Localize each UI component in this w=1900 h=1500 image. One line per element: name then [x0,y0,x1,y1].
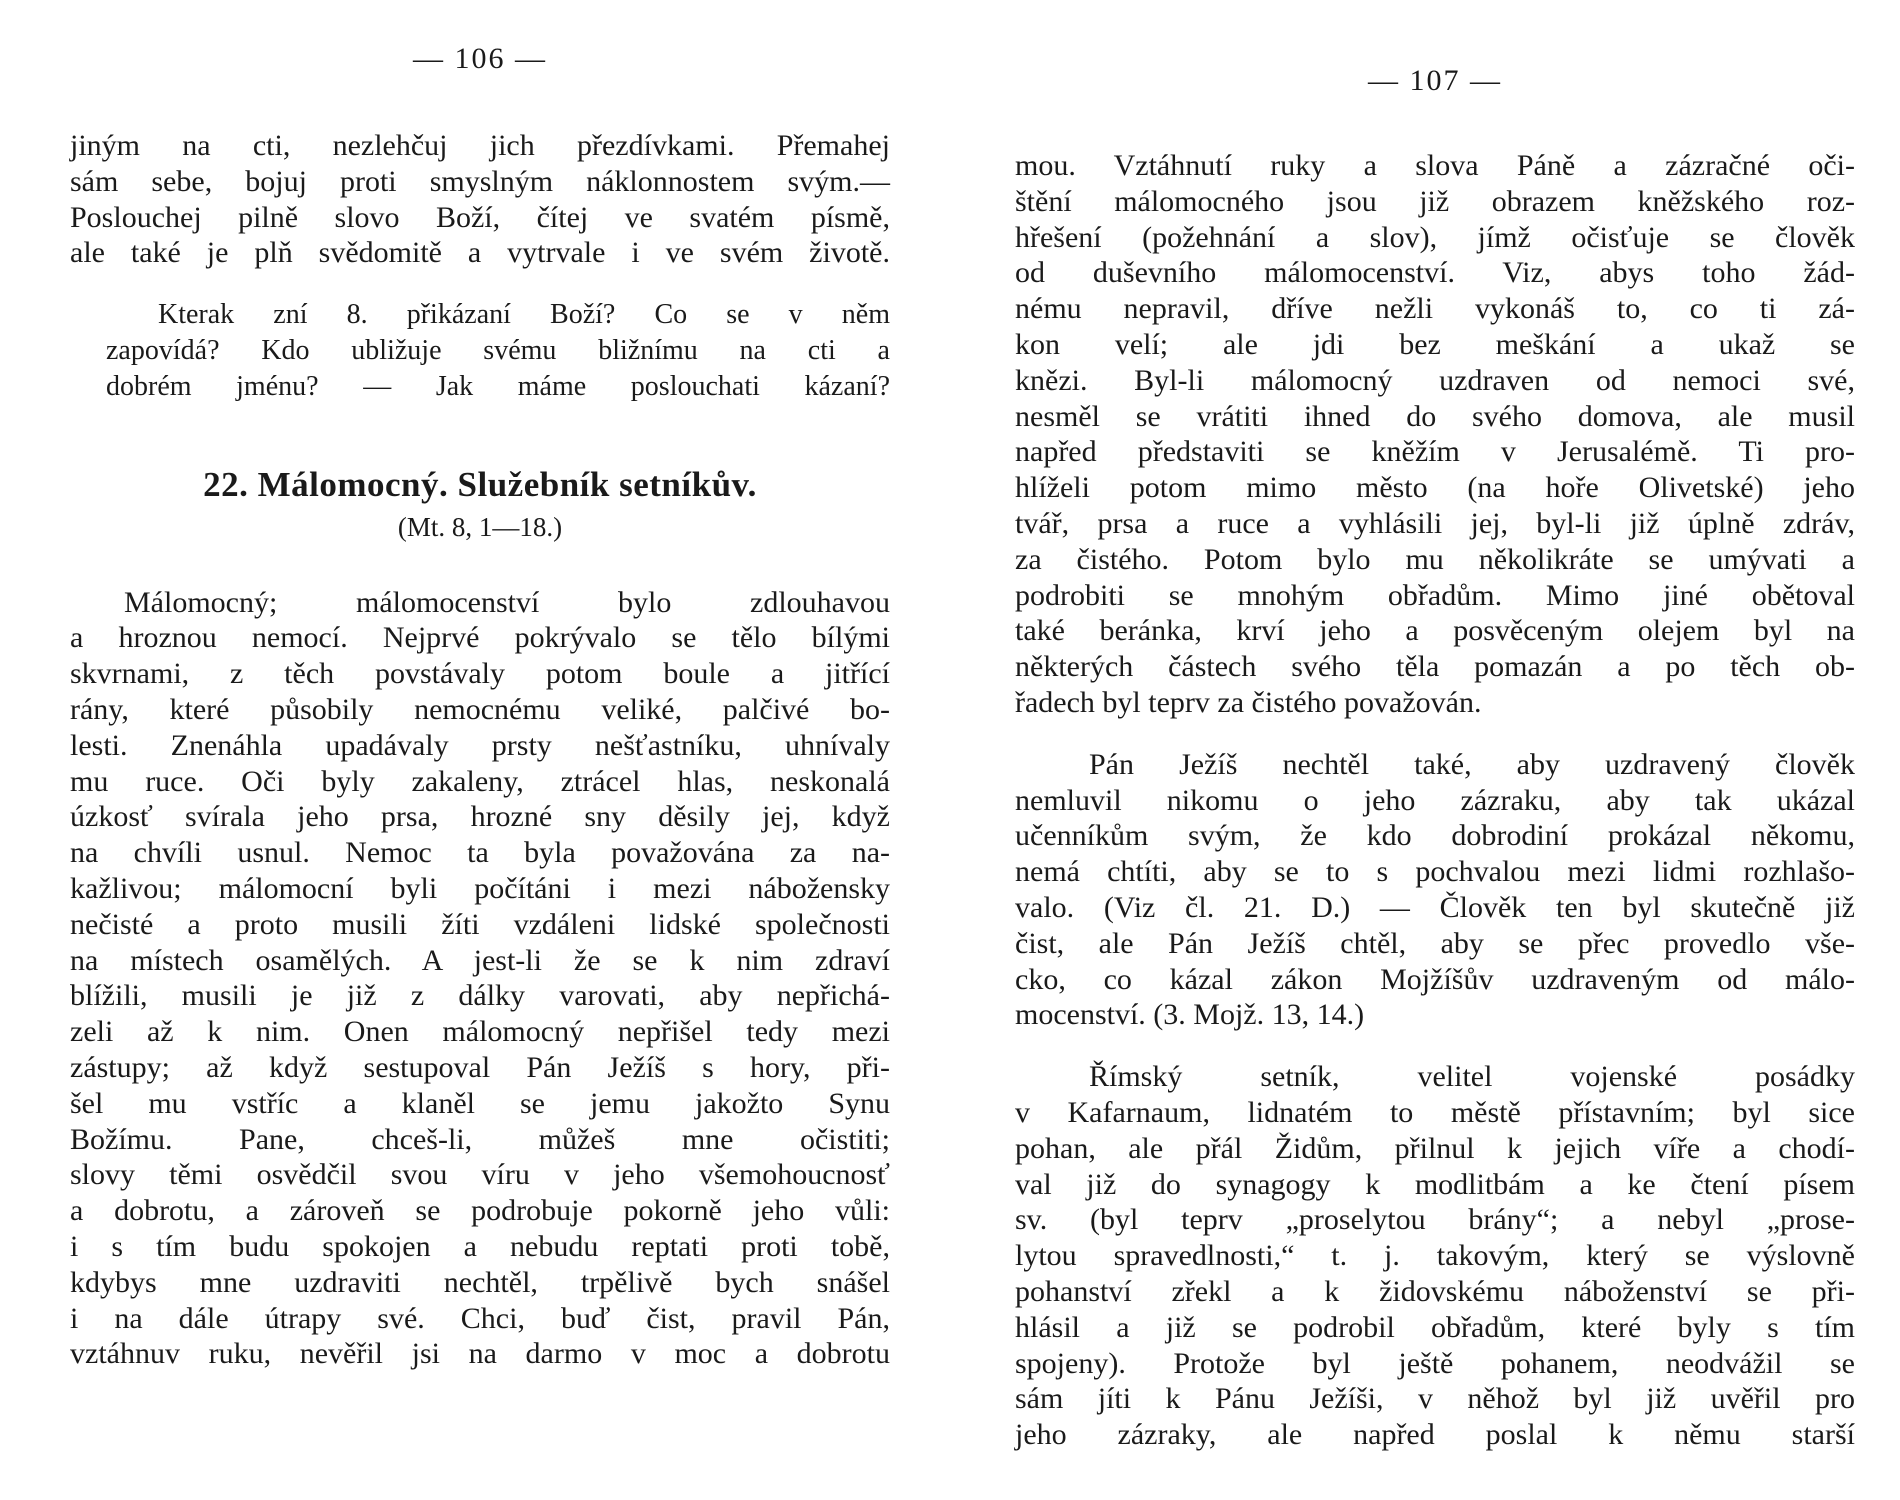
text-line: a dobrotu, a zároveň se podrobuje pokorně jeho vůli: [70,1194,890,1228]
text-line: ale také je plň svědomitě a vytrvale i ve svém životě. [70,236,890,270]
text-line: na chvíli usnul. Nemoc ta byla považována za na- [70,836,890,870]
text-line: zeli až k nim. Onen málomocný nepřišel tedy mezi [70,1015,890,1049]
text-line: cko, co kázal zákon Mojžíšův uzdraveným od málo- [1015,962,1855,996]
right-paragraph-3 [1015,1059,1855,1453]
text-line: val již do synagogy k modlitbám a ke čtení písem [1015,1167,1855,1201]
question-line: zapovídá? Kdo ubližuje svému bližnímu na cti a [106,334,890,366]
text-line: hlíželi potom mimo město (na hoře Olivetské) jeho [1015,471,1855,505]
text-line: štění málomocného jsou již obrazem kněžského roz- [1015,184,1855,218]
text-line: na místech osamělých. A jest-li že se k nim zdraví [70,943,890,977]
text-line: kon velí; ale jdi bez meškání a ukaž se [1015,327,1855,361]
right-page-body [1015,148,1855,1453]
text-line: hlásil a již se podrobil obřadům, které byly s tím [1015,1310,1855,1344]
text-line: blížili, musili je již z dálky varovati, aby nepřichá- [70,979,890,1013]
text-line: hřešení (požehnání a slov), jímž očisťuje se člověk [1015,220,1855,254]
text-line: od duševního málomocenství. Viz, abys toho žád- [1015,256,1855,290]
text-line: vztáhnuv ruku, nevěřil jsi na darmo v moc a dobrotu [70,1337,890,1371]
text-line: v Kafarnaum, lidnatém to městě přístavním; byl sice [1015,1095,1855,1129]
text-line: sám jíti k Pánu Ježíši, v něhož byl již uvěřil pro [1015,1382,1855,1416]
text-line: rány, které působily nemocnému veliké, palčivé bo- [70,692,890,726]
text-line: nečisté a proto musili žíti vzdáleni lidské společnosti [70,907,890,941]
text-line: učenníkům svým, že kdo dobrodiní prokázal někomu, [1015,819,1855,853]
text-line: mu ruce. Oči byly zakaleny, ztrácel hlas, neskonalá [70,764,890,798]
review-questions [70,297,890,404]
question-line: Kterak zní 8. přikázaní Boží? Co se v něm [158,299,890,331]
section-title: 22. Málomocný. Služebník setníkův. [203,464,757,504]
text-line: sám sebe, bojuj proti smyslným náklonnostem svým.— [70,164,890,198]
text-line: napřed představiti se kněžím v Jerusalémě. Ti pro- [1015,435,1855,469]
text-line: sv. (byl teprv „proselytou brány“; a nebyl „prose- [1015,1203,1855,1237]
text-line: nesměl se vrátiti ihned do svého domova, ale musil [1015,399,1855,433]
text-line: skvrnami, z těch povstávaly potom boule a jitřící [70,657,890,691]
text-line: nemá chtíti, aby se to s pochvalou mezi lidmi rozhlašo- [1015,855,1855,889]
question-line: dobrém jménu? — Jak máme poslouchati kázaní? [106,370,890,402]
text-line: Poslouchej pilně slovo Boží, čítej ve svatém písmě, [70,200,890,234]
text-line: slovy těmi osvědčil svou víru v jeho všemohoucnosť [70,1158,890,1192]
left-paragraph-1 [70,128,890,271]
text-line: mou. Vztáhnutí ruky a slova Páně a zázračné oči- [1015,149,1855,182]
text-line: i na dále útrapy své. Chci, buď čist, pravil Pán, [70,1301,890,1335]
text-line: valo. (Viz čl. 21. D.) — Člověk ten byl skutečně již [1015,890,1855,924]
text-line: Málomocný; málomocenství bylo zdlouhavou [124,585,890,619]
text-line: a hroznou nemocí. Nejprvé pokrývalo se tělo bílými [70,621,890,655]
text-line: také beránka, krví jeho a posvěceným olejem byl na [1015,614,1855,648]
left-page [70,0,890,1500]
text-line: jiným na cti, nezlehčuj jich přezdívkami. Přemahej [70,129,890,162]
text-line: lytou spravedlnosti,“ t. j. takovým, který se výslovně [1015,1239,1855,1273]
text-line: jeho zázraky, ale napřed poslal k němu starší [1015,1418,1855,1452]
text-line: lesti. Znenáhla upadávaly prsty nešťastníku, uhnívaly [70,728,890,762]
left-paragraph-2 [70,585,890,1373]
left-page-body [70,128,890,1372]
text-line: mocenství. (3. Mojž. 13, 14.) [1015,998,1365,1032]
text-line: některých částech svého těla pomazán a po těch ob- [1015,650,1855,684]
section-reference: (Mt. 8, 1—18.) [397,511,563,542]
text-line: kažlivou; málomocní byli počítáni i mezi nábožensky [70,871,890,905]
text-line: nemluvil nikomu o jeho zázraku, aby tak ukázal [1015,783,1855,817]
text-line: Pán Ježíš nechtěl také, aby uzdravený člověk [1089,747,1855,781]
text-line: pohanství zřekl a k židovskému náboženství se při- [1015,1274,1855,1308]
text-line: za čistého. Potom bylo mu několikráte se umývati a [1015,542,1855,576]
text-line: tvář, prsa a ruce a vyhlásili jej, byl-li již úplně zdráv, [1015,506,1855,540]
text-line: úzkosť svírala jeho prsa, hrozné sny děsily jej, když [70,800,890,834]
right-page [1015,0,1855,1500]
text-line: řadech byl teprv za čistého považován. [1015,685,1482,719]
text-line: pohan, ale přál Židům, přilnul k jejich víře a chodí- [1015,1131,1855,1165]
text-line: spojeny). Protože byl ještě pohanem, neodvážil se [1015,1346,1855,1380]
text-line: Božímu. Pane, chceš-li, můžeš mne očistiti; [70,1122,890,1156]
page-number-right: — 107 — [1368,64,1502,97]
right-paragraph-2 [1015,747,1855,1033]
text-line: Římský setník, velitel vojenské posádky [1089,1060,1855,1094]
text-line: čist, ale Pán Ježíš chtěl, aby se přec provedlo vše- [1015,926,1855,960]
text-line: i s tím budu spokojen a nebudu reptati proti tobě, [70,1229,890,1263]
text-line: knězi. Byl-li málomocný uzdraven od nemoci své, [1015,363,1855,397]
text-line: kdybys mne uzdraviti nechtěl, trpělivě bych snášel [70,1265,890,1299]
text-line: zástupy; až když sestupoval Pán Ježíš s hory, při- [70,1050,890,1084]
page-number-left: — 106 — [413,42,547,75]
text-line: šel mu vstříc a klaněl se jemu jakožto Synu [70,1086,890,1120]
text-line: podrobiti se mnohým obřadům. Mimo jiné obětoval [1015,578,1855,612]
text-line: nému nepravil, dříve nežli vykonáš to, co ti zá- [1015,292,1855,326]
right-paragraph-1 [1015,148,1855,721]
